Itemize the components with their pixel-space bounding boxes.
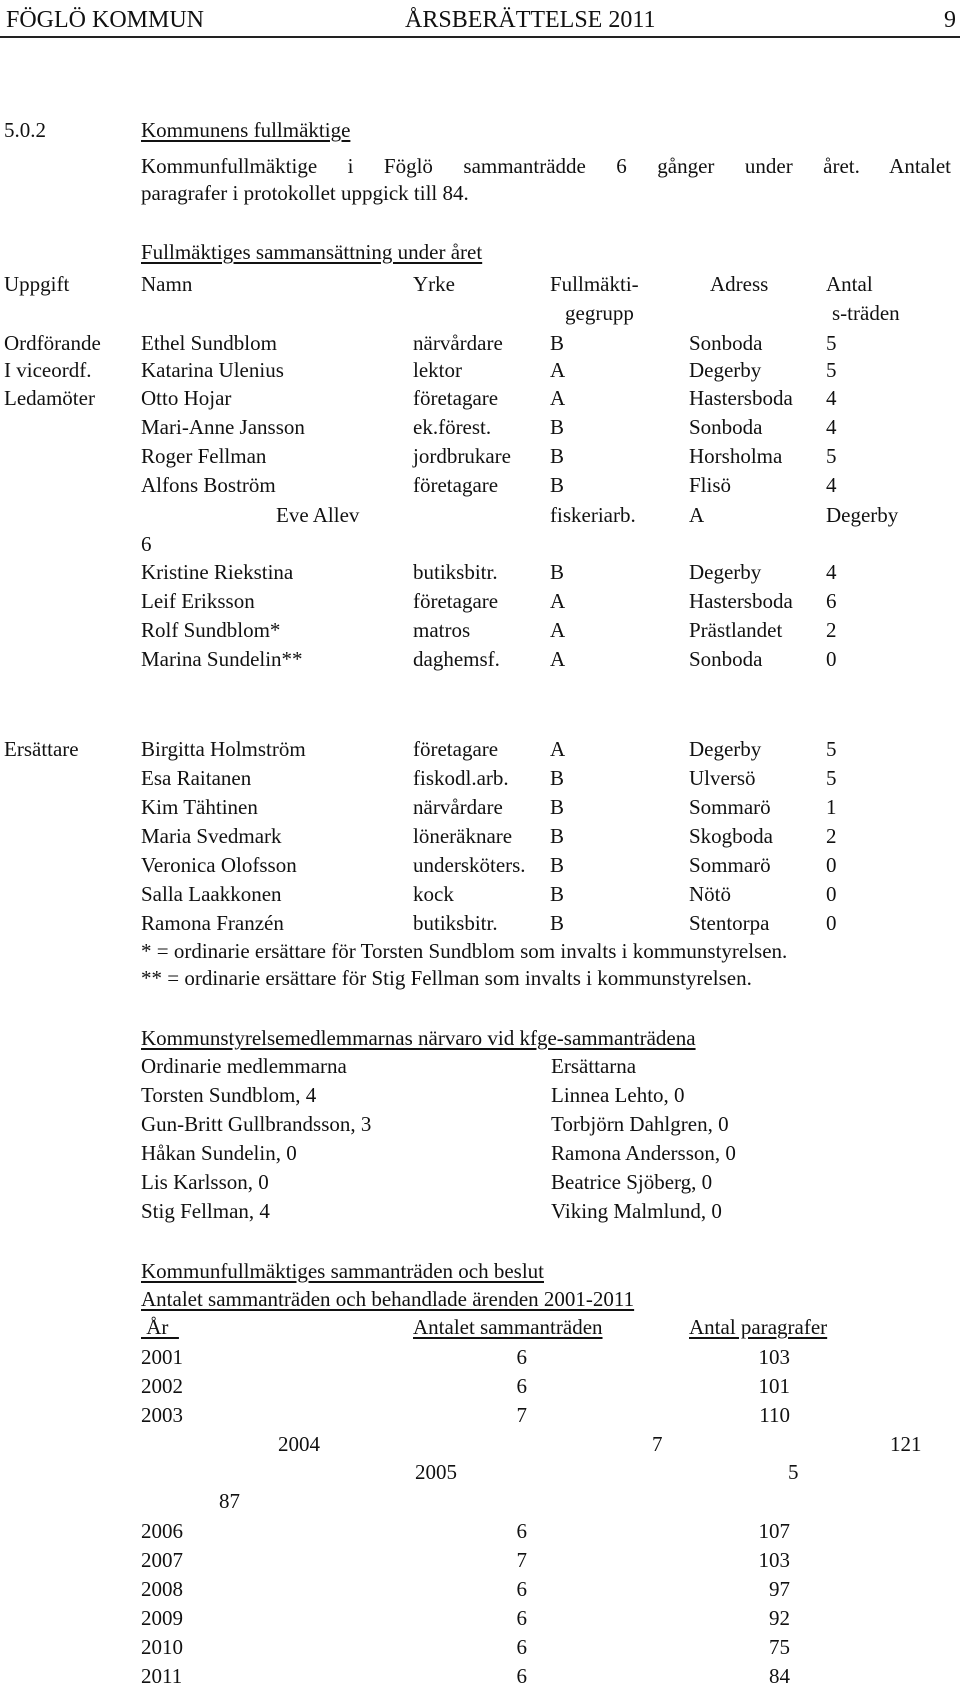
section-heading: Kommunens fullmäktige [141,118,351,142]
occupation-cell: ek.förest. [413,415,492,439]
group-cell: B [550,853,565,877]
group-cell: A [550,647,566,671]
footnote-1: * = ordinarie ersättare för Torsten Sundblom som invalts i kommunstyrelsen. [141,939,788,963]
name-cell: Otto Hojar [141,386,232,410]
meetings-cell: 5 [826,331,837,355]
header-org: FÖGLÖ KOMMUN [6,7,205,33]
address-cell: Skogboda [689,824,773,848]
member-cell: Gun-Britt Gullbrandsson, 3 [141,1112,372,1136]
name-cell: Leif Eriksson [141,589,255,613]
meetings-cell: 0 [826,911,837,935]
year-cell: 2007 [141,1548,183,1572]
meetings-cell: 0 [826,853,837,877]
eve-yrke: fiskeriarb. [550,503,636,527]
col-uppgift: Uppgift [4,272,70,296]
address-cell: Horsholma [689,444,783,468]
paragraph-cell: 97 [769,1577,790,1601]
address-cell: Hastersboda [689,386,793,410]
address-cell: Hastersboda [689,589,793,613]
meetings-cell: 2 [826,618,837,642]
meetings-subtitle: Antalet sammanträden och behandlade ärenden 2001-2011 [141,1287,635,1311]
occupation-cell: företagare [413,386,499,410]
address-cell: Degerby [689,737,762,761]
eve-adress: Degerby [826,503,899,527]
count-cell: 6 [516,1606,527,1630]
role-cell: Ordförande [4,331,101,355]
section-number: 5.0.2 [4,118,46,142]
footnote-2: ** = ordinarie ersättare för Stig Fellman som invalts i kommunstyrelsen. [141,966,752,990]
meetings-cell: 0 [826,647,837,671]
group-cell: A [550,386,566,410]
substitute-cell: Beatrice Sjöberg, 0 [551,1170,713,1194]
paragraph-cell: 87 [219,1489,240,1513]
substitute-cell: Viking Malmlund, 0 [551,1199,722,1223]
meetings-cell: 0 [826,882,837,906]
paragraph-cell: 103 [758,1548,790,1572]
paragraph-cell: 84 [769,1664,790,1688]
paragraph-cell: 92 [769,1606,790,1630]
group-cell: B [550,444,565,468]
name-cell: Mari-Anne Jansson [141,415,305,439]
address-cell: Degerby [689,358,762,382]
role-cell: Ledamöter [4,386,95,410]
address-cell: Degerby [689,560,762,584]
occupation-cell: butiksbitr. [413,911,498,935]
col-namn: Namn [141,272,193,296]
col-grupp-line1: Fullmäkti- [550,272,639,296]
meetings-cell: 5 [826,444,837,468]
member-cell: Torsten Sundblom, 4 [141,1083,317,1107]
group-cell: A [550,589,566,613]
year-cell: 2001 [141,1345,183,1369]
group-cell: B [550,331,565,355]
meetings-cell: 5 [826,358,837,382]
occupation-cell: matros [413,618,471,642]
group-cell: B [550,824,565,848]
occupation-cell: kock [413,882,454,906]
meetings-cell: 5 [826,766,837,790]
count-cell: 7 [652,1432,663,1456]
name-cell: Salla Laakkonen [141,882,282,906]
address-cell: Sommarö [689,853,771,877]
year-cell: 2008 [141,1577,183,1601]
group-cell: B [550,882,565,906]
member-cell: Stig Fellman, 4 [141,1199,270,1223]
group-cell: B [550,911,565,935]
attendance-col-right: Ersättarna [551,1054,637,1078]
count-cell: 6 [516,1345,527,1369]
meetings-cell: 1 [826,795,837,819]
year-cell: 2010 [141,1635,183,1659]
year-cell: 2006 [141,1519,183,1543]
meetings-title: Kommunfullmäktiges sammanträden och beslut [141,1259,544,1283]
substitute-cell: Linnea Lehto, 0 [551,1083,685,1107]
meetings-cell: 5 [826,737,837,761]
name-cell: Roger Fellman [141,444,267,468]
paragraph-cell: 110 [759,1403,790,1427]
occupation-cell: jordbrukare [413,444,511,468]
paragraph-cell: 101 [758,1374,790,1398]
meetings-col-count: Antalet sammanträden [413,1315,603,1339]
name-cell: Rolf Sundblom* [141,618,281,642]
count-cell: 6 [516,1519,527,1543]
count-cell: 6 [516,1635,527,1659]
group-cell: B [550,560,565,584]
address-cell: Prästlandet [689,618,783,642]
name-cell: Ethel Sundblom [141,331,277,355]
year-cell: 2009 [141,1606,183,1630]
meetings-cell: 4 [826,415,837,439]
occupation-cell: företagare [413,473,499,497]
name-cell: Maria Svedmark [141,824,282,848]
meetings-cell: 4 [826,386,837,410]
count-cell: 6 [516,1664,527,1688]
occupation-cell: närvårdare [413,331,503,355]
name-cell: Alfons Boström [141,473,276,497]
occupation-cell: butiksbitr. [413,560,498,584]
name-cell: Birgitta Holmström [141,737,306,761]
count-cell: 5 [788,1460,799,1484]
section-text-line2: paragrafer i protokollet uppgick till 84. [141,181,469,205]
name-cell: Kristine Riekstina [141,560,294,584]
address-cell: Sonboda [689,647,763,671]
occupation-cell: fiskodl.arb. [413,766,509,790]
name-cell: Katarina Ulenius [141,358,284,382]
name-cell: Esa Raitanen [141,766,252,790]
meetings-col-paragraphs: Antal paragrafer [689,1315,828,1339]
paragraph-cell: 121 [890,1432,922,1456]
occupation-cell: företagare [413,737,499,761]
col-antal-line2: s-träden [832,301,900,325]
group-cell: B [550,766,565,790]
meetings-cell: 4 [826,473,837,497]
count-cell: 6 [516,1577,527,1601]
col-grupp-line2: gegrupp [565,301,634,325]
paragraph-cell: 107 [758,1519,790,1543]
name-cell: Kim Tähtinen [141,795,258,819]
header-title: ÅRSBERÄTTELSE 2011 [405,7,656,33]
col-antal-line1: Antal [826,272,873,296]
occupation-cell: löneräknare [413,824,513,848]
name-cell: Veronica Olofsson [141,853,297,877]
name-cell: Marina Sundelin** [141,647,303,671]
occupation-cell: daghemsf. [413,647,500,671]
header-page-number: 9 [944,7,956,33]
role-cell: I viceordf. [4,358,92,382]
count-cell: 7 [516,1548,527,1572]
address-cell: Flisö [689,473,732,497]
paragraph-cell: 103 [758,1345,790,1369]
name-cell: Ramona Franzén [141,911,284,935]
address-cell: Sonboda [689,415,763,439]
meetings-cell: 4 [826,560,837,584]
attendance-col-left: Ordinarie medlemmarna [141,1054,347,1078]
address-cell: Sommarö [689,795,771,819]
substitute-cell: Torbjörn Dahlgren, 0 [551,1112,729,1136]
group-cell: A [550,358,566,382]
year-cell: 2003 [141,1403,183,1427]
attendance-title: Kommunstyrelsemedlemmarnas närvaro vid kfge-sammanträdena [141,1026,696,1050]
year-cell: 2011 [141,1664,183,1688]
header-rule [0,36,960,38]
occupation-cell: närvårdare [413,795,503,819]
count-cell: 7 [516,1403,527,1427]
col-yrke: Yrke [413,272,455,296]
address-cell: Ulversö [689,766,756,790]
year-cell: 2002 [141,1374,183,1398]
group-cell: A [550,618,566,642]
year-cell: 2004 [278,1432,320,1456]
group-cell: B [550,795,565,819]
address-cell: Nötö [689,882,731,906]
member-cell: Håkan Sundelin, 0 [141,1141,297,1165]
eve-grupp: A [689,503,705,527]
member-cell: Lis Karlsson, 0 [141,1170,269,1194]
substitute-cell: Ramona Andersson, 0 [551,1141,736,1165]
group-cell: B [550,473,565,497]
meetings-cell: 6 [826,589,837,613]
year-cell: 2005 [415,1460,457,1484]
occupation-cell: undersköters. [413,853,526,877]
meetings-col-year: År [141,1315,179,1339]
meetings-cell: 2 [826,824,837,848]
occupation-cell: lektor [413,358,462,382]
group-cell: A [550,737,566,761]
occupation-cell: företagare [413,589,499,613]
eve-name: Eve Allev [276,503,360,527]
address-cell: Sonboda [689,331,763,355]
col-adress: Adress [710,272,769,296]
address-cell: Stentorpa [689,911,770,935]
paragraph-cell: 75 [769,1635,790,1659]
eve-antal: 6 [141,532,152,556]
composition-title: Fullmäktiges sammansättning under året [141,240,483,264]
section-text-line1: Kommunfullmäktige i Föglö sammanträdde 6 gånger under året. Antalet [141,154,951,178]
role-cell: Ersättare [4,737,79,761]
group-cell: B [550,415,565,439]
count-cell: 6 [516,1374,527,1398]
